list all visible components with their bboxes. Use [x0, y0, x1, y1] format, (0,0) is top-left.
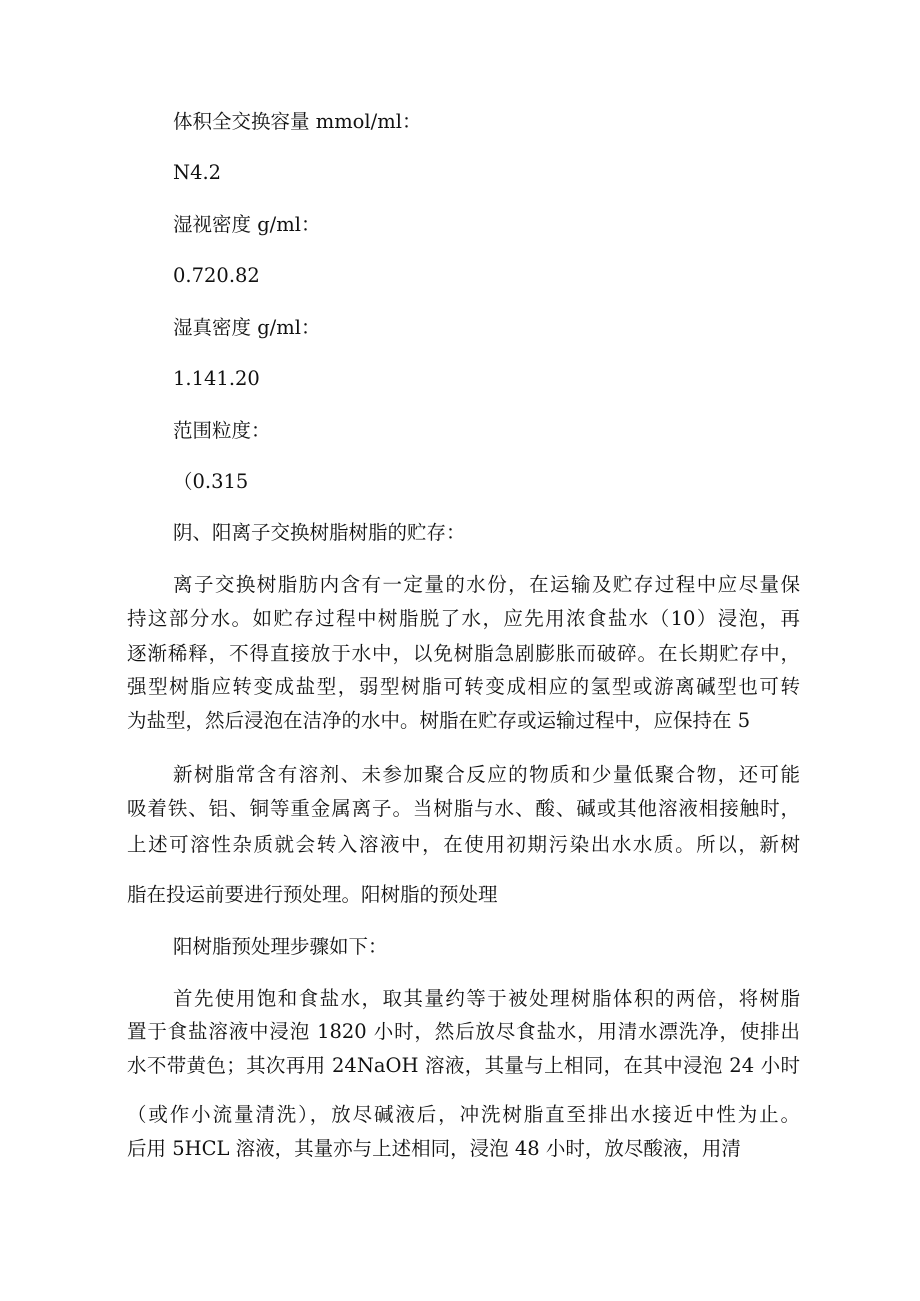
paragraph-line: 持这部分水。如贮存过程中树脂脱了水，应先用浓食盐水（10）浸泡，再: [127, 607, 800, 630]
field-line: 1.141.20: [173, 367, 260, 390]
field-line: N4.2: [173, 161, 222, 184]
paragraph-line: 吸着铁、铝、铜等重金属离子。当树脂与水、酸、碱或其他溶液相接触时，: [127, 797, 800, 820]
field-line: 阴、阳离子交换树脂树脂的贮存：: [173, 521, 466, 544]
field-line: 0.720.82: [173, 264, 260, 287]
paragraph-line: 置于食盐溶液中浸泡 1820 小时，然后放尽食盐水，用清水漂洗净，使排出: [127, 1020, 800, 1043]
field-line: 体积全交换容量 mmol/ml：: [173, 110, 422, 133]
paragraph-line: 逐渐稀释，不得直接放于水中，以免树脂急剧膨胀而破碎。在长期贮存中，: [127, 642, 800, 665]
paragraph-line: 为盐型，然后浸泡在洁净的水中。树脂在贮存或运输过程中，应保持在 5: [127, 709, 751, 732]
field-line: 湿真密度 g/ml：: [173, 316, 321, 339]
field-line: 湿视密度 g/ml：: [173, 213, 321, 236]
paragraph-line: 新树脂常含有溶剂、未参加聚合反应的物质和少量低聚合物，还可能: [173, 763, 800, 786]
paragraph-line: 首先使用饱和食盐水，取其量约等于被处理树脂体积的两倍，将树脂: [173, 987, 800, 1010]
paragraph-line: 后用 5HCL 溶液，其量亦与上述相同，浸泡 48 小时，放尽酸液，用清: [127, 1137, 741, 1160]
paragraph-line: 水不带黄色；其次再用 24NaOH 溶液，其量与上相同，在其中浸泡 24 小时: [127, 1054, 800, 1077]
paragraph-line: 阳树脂预处理步骤如下：: [173, 935, 388, 958]
field-line: 范围粒度：: [173, 419, 271, 442]
paragraph-line: （或作小流量清洗），放尽碱液后，冲洗树脂直至排出水接近中性为止。: [127, 1103, 800, 1126]
paragraph-line: 离子交换树脂肪内含有一定量的水份，在运输及贮存过程中应尽量保: [173, 573, 800, 596]
paragraph-line: 上述可溶性杂质就会转入溶液中，在使用初期污染出水水质。所以，新树: [127, 833, 800, 856]
paragraph-line: 脂在投运前要进行预处理。阳树脂的预处理: [127, 883, 498, 906]
field-line: （0.315: [173, 470, 249, 493]
paragraph-line: 强型树脂应转变成盐型，弱型树脂可转变成相应的氢型或游离碱型也可转: [127, 675, 800, 698]
